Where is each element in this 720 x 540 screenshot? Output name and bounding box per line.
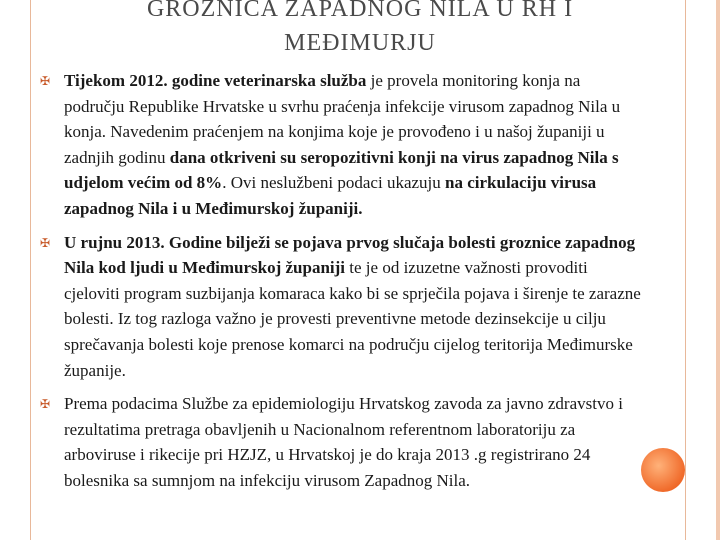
- bullet-item: [40, 230, 644, 384]
- bullet1-text-1: je provela monitoring konja na području Republike Hrvatske u svrhu praćenja infekcije virusom zapadnog Nila u konja. Navedenim praćenjem na konjima koje je provođeno i u našoj županiji u zadnjih godinu: [64, 71, 621, 167]
- slide-title-line1: GROZNICA ZAPADNOG NILA U RH I: [146, 0, 574, 22]
- bullet2-text-1: te je od izuzetne važnosti provoditi cjeloviti program suzbijanja komaraca kako bi se sprječila pojava i širenje te zarazne bolesti. Iz tog razloga važno je provesti preventivne metode dezinsekcije u cilju sprečavanja bolesti koje prenose komarci na području cijelog teritorija Međimurske županije.: [64, 258, 641, 380]
- bullet1-text-2: . Ovi neslužbeni podaci ukazuju: [222, 173, 446, 193]
- frame-line-right: [685, 0, 686, 540]
- slide-title: [40, 0, 680, 60]
- decorative-orb: [641, 448, 685, 492]
- slide-title-line2: MEĐIMURJU: [284, 30, 436, 56]
- bullet1-bold-3: na cirkulaciju virusa zapadnog Nila i u Međimurskoj županiji.: [64, 173, 597, 218]
- cross-pattee-icon: ✠: [40, 397, 51, 412]
- bullet-item: [40, 391, 644, 493]
- bullet1-bold-1: Tijekom 2012. godine veterinarska služba: [64, 71, 367, 90]
- bullet-list: [40, 68, 644, 502]
- frame-line-left: [30, 0, 31, 540]
- cross-pattee-icon: ✠: [40, 235, 51, 250]
- bullet-item: [40, 68, 644, 222]
- bullet3-text: Prema podacima Službe za epidemiologiju Hrvatskog zavoda za javno zdravstvo i rezultatima pretraga obavljenih u Nacionalnom referentnom laboratoriju za arboviruse i rikecije pri HZJZ, u Hrvatskoj je do kraja 2013 .g registrirano 24 bolesnika sa sumnjom na infekciju virusom Zapadnog Nila.: [64, 394, 623, 490]
- cross-pattee-icon: ✠: [40, 74, 51, 88]
- bullet1-bold-2: dana otkriveni su seropozitivni konji na virus zapadnog Nila s udjelom većim od 8%: [64, 147, 619, 193]
- bullet2-bold-1: U rujnu 2013. Godine bilježi se pojava prvog slučaja bolesti groznice zapadnog Nila kod ljudi u Međimurskoj županiji: [64, 232, 636, 278]
